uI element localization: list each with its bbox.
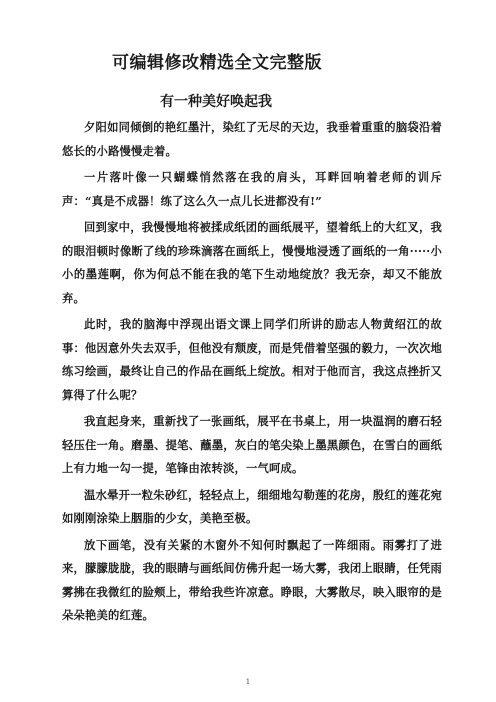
header-title: 可编辑修改精选全文完整版 — [112, 53, 322, 73]
paragraph: 我直起身来，重新找了一张画纸，展平在书桌上，用一块温润的磨石轻轻压住一角。磨墨、提笔、蘸墨，灰白的笔尖染上墨黑颜色，在雪白的画纸上有力地一勾一提，笔锋由浓转淡，一气呵成。 — [62, 414, 442, 475]
paragraph: 夕阳如同倾倒的艳红墨汁，染红了无尽的天边，我垂着重重的脑袋沿着悠长的小路慢慢走着。 — [62, 120, 442, 158]
essay-title: 有一种美好唤起我 — [160, 94, 272, 110]
paragraph: 此时，我的脑海中浮现出语文课上同学们所讲的励志人物黄绍江的故事：他因意外失去双手，但他没有颓废，而是凭借着坚强的毅力，一次次地练习绘画，最终让自己的作品在画纸上绽放。相对于他而言，我这点挫折又算得了什么呢？ — [62, 317, 442, 402]
paragraph: 一片落叶像一只蝴蝶悄然落在我的肩头，耳畔回响着老师的训斥声：“真是不成器！练了这么久一点儿长进都没有!” — [62, 170, 442, 208]
paragraph: 放下画笔，没有关紧的木窗外不知何时飘起了一阵细雨。雨雾打了进来，朦朦胧胧，我的眼睛与画纸间仿佛升起一场大雾，我闭上眼睛，任凭雨雾拂在我微红的脸颊上，带给我些许凉意。睁眼，大雾散尽，映入眼帘的是朵朵艳美的红莲。 — [62, 537, 442, 622]
paragraph: 回到家中，我慢慢地将被揉成纸团的画纸展平，望着纸上的大红叉，我的眼泪顿时像断了线的珍珠滴落在画纸上，慢慢地浸透了画纸的一角·····小小的墨莲啊，你为何总不能在我的笔下生动地绽放？我无奈，却又不能放弃。 — [62, 220, 442, 305]
essay-body — [62, 116, 442, 631]
paragraph: 温水晕开一粒朱砂红，轻轻点上，细细地勾勒莲的花房，殷红的莲花宛如刚刚涂染上胭脂的少女，美艳至极。 — [62, 487, 442, 525]
page-number: 1 — [245, 678, 251, 686]
